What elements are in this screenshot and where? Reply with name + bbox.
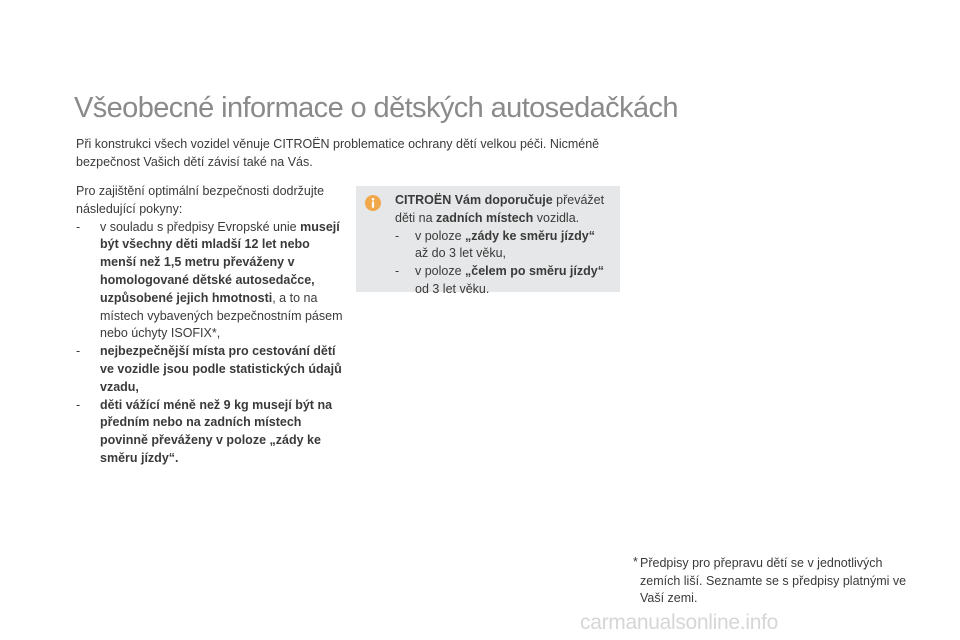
instruction-text: v souladu s předpisy Evropské unie	[100, 219, 297, 234]
item-emphasis: „čelem po směru jízdy“	[465, 264, 604, 279]
recommendation-text-part: převážet děti na	[395, 193, 605, 225]
footnote	[633, 555, 920, 608]
bullet-dash: -	[395, 228, 400, 243]
instruction-item	[76, 219, 346, 344]
instruction-item	[76, 343, 346, 396]
rear-seats-emphasis: zadních místech	[436, 210, 534, 225]
bullet-dash: -	[395, 264, 400, 279]
footnote-marker: *	[633, 555, 638, 569]
safety-instructions	[76, 183, 346, 468]
item-text: od 3 let věku.	[415, 281, 490, 296]
bullet-dash: -	[76, 344, 81, 359]
info-icon	[365, 195, 381, 211]
item-text: v poloze	[415, 264, 466, 279]
instruction-emphasis: musejí být všechny děti mladší 12 let nebo menší než 1,5 metru převáženy v homologované dětské autosedačce, uzpůsobené jejich hmotnosti	[100, 219, 340, 305]
recommendation-item	[395, 228, 615, 264]
recommendation-text	[395, 192, 615, 299]
item-text: v poloze	[415, 228, 466, 243]
instruction-item	[76, 397, 346, 468]
instruction-emphasis: děti vážící méně než 9 kg musejí být na předním nebo na zadních místech povinně převáženy v poloze „zády ke směru jízdy“.	[100, 397, 333, 465]
page-title: Všeobecné informace o dětských autosedačkách	[74, 92, 678, 124]
brand-recommendation: CITROËN Vám doporučuje	[395, 193, 553, 207]
instructions-lead: Pro zajištění optimální bezpečnosti dodržujte následující pokyny:	[76, 184, 325, 216]
intro-paragraph: Při konstrukci všech vozidel věnuje CITROËN problematice ochrany dětí velkou péči. Nicméně bezpečnost Vašich dětí závisí také na Vás.	[76, 137, 600, 169]
instruction-text: , a to na místech vybavených bezpečnostním pásem nebo úchyty ISOFIX*,	[100, 290, 343, 341]
bullet-dash: -	[76, 397, 81, 412]
footnote-paragraph	[633, 555, 920, 608]
recommendation-text-part: vozidla.	[533, 210, 580, 225]
item-text: až do 3 let věku,	[415, 246, 507, 261]
recommendation-lead	[395, 192, 615, 228]
recommendation-item	[395, 263, 615, 299]
item-emphasis: „zády ke směru jízdy“	[465, 228, 595, 243]
instruction-emphasis: nejbezpečnější místa pro cestování dětí ve vozidle jsou podle statistických údajů vzadu,	[100, 344, 342, 394]
watermark: carmanualsonline.info	[580, 611, 778, 634]
recommendation-box	[356, 186, 620, 296]
footnote-text: Předpisy pro přepravu dětí se v jednotlivých zemích liší. Seznamte se s předpisy platnými ve Vaší zemi.	[640, 556, 907, 605]
bullet-dash: -	[76, 219, 81, 234]
